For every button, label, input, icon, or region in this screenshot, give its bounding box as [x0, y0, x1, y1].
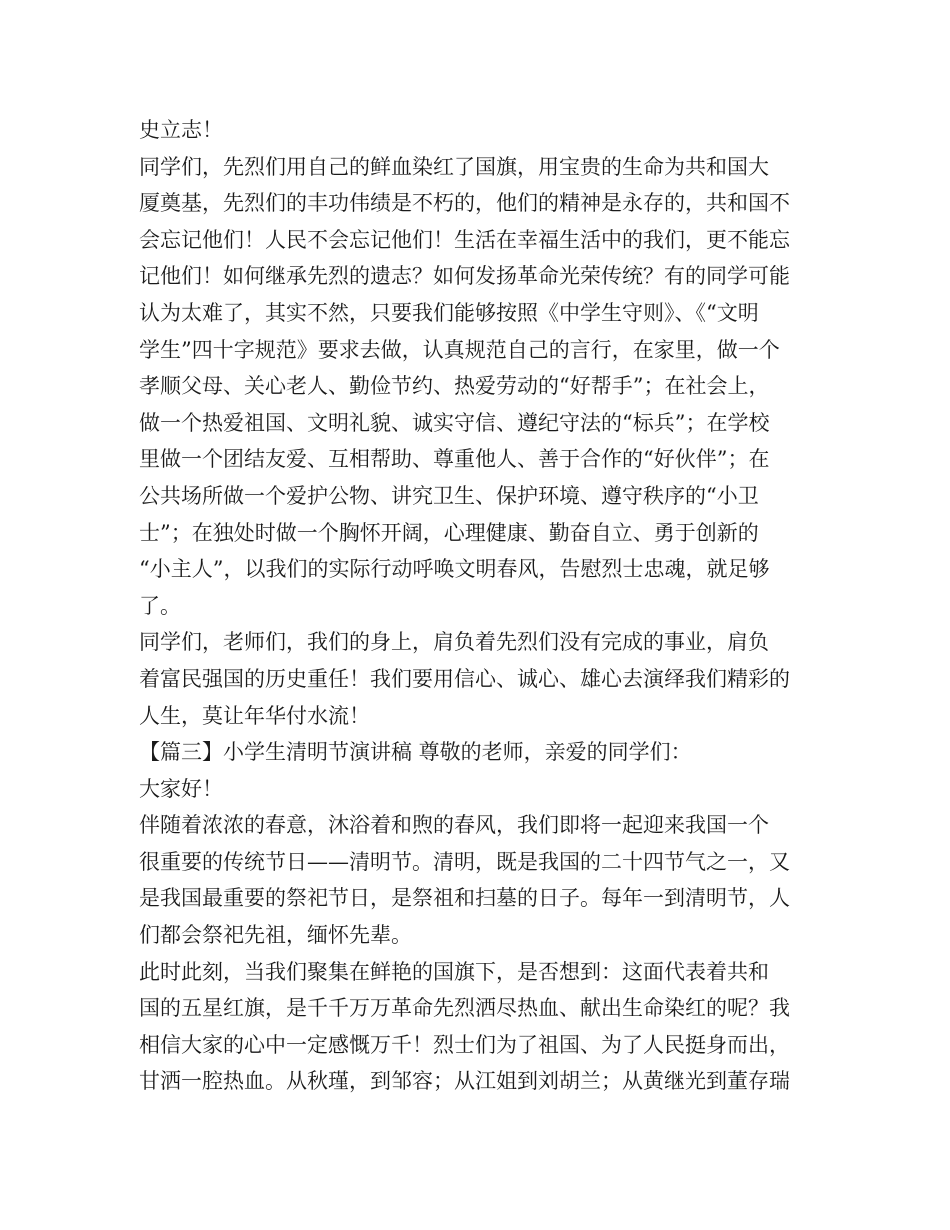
text-line: 同学们，先烈们用自己的鲜血染红了国旗，用宝贵的生命为共和国大: [139, 154, 769, 179]
document-body: [139, 112, 819, 1100]
text-line: 厦奠基，先烈们的丰功伟绩是不朽的，他们的精神是永存的，共和国不: [139, 191, 790, 216]
text-line: 了。: [139, 593, 181, 618]
text-line: 着富民强国的历史重任！我们要用信心、诚心、雄心去演绎我们精彩的: [139, 666, 790, 691]
text-line: 此时此刻，当我们聚集在鲜艳的国旗下，是否想到：这面代表着共和: [139, 959, 769, 984]
text-line: 们都会祭祀先祖，缅怀先辈。: [139, 923, 412, 948]
text-line: 大家好！: [139, 776, 223, 801]
text-line: 学生”四十字规范》要求去做，认真规范自己的言行，在家里，做一个: [139, 337, 780, 362]
text-line: 会忘记他们！人民不会忘记他们！生活在幸福生活中的我们，更不能忘: [139, 227, 790, 252]
section-heading-line: 【篇三】小学生清明节演讲稿 尊敬的老师，亲爱的同学们：: [139, 740, 692, 765]
text-line: 士”；在独处时做一个胸怀开阔，心理健康、勤奋自立、勇于创新的: [139, 520, 759, 545]
text-line: 里做一个团结友爱、互相帮助、尊重他人、善于合作的“好伙伴”；在: [139, 447, 770, 472]
text-line: 史立志！: [139, 118, 223, 142]
text-line: 相信大家的心中一定感慨万千！烈士们为了祖国、为了人民挺身而出，: [139, 1032, 790, 1057]
text-line: 做一个热爱祖国、文明礼貌、诚实守信、遵纪守法的“标兵”；在学校: [139, 410, 770, 435]
text-line: 是我国最重要的祭祀节日，是祭祖和扫墓的日子。每年一到清明节，人: [139, 886, 790, 911]
text-line: “小主人”，以我们的实际行动呼唤文明春风，告慰烈士忠魂，就足够: [139, 557, 770, 582]
text-line: 记他们！如何继承先烈的遗志？如何发扬革命光荣传统？有的同学可能: [139, 264, 790, 289]
text-line: 认为太难了，其实不然，只要我们能够按照《中学生守则》、《“文明: [139, 300, 759, 325]
text-line: 孝顺父母、关心老人、勤俭节约、热爱劳动的“好帮手”；在社会上，: [139, 374, 770, 399]
text-line: 国的五星红旗，是千千万万革命先烈洒尽热血、献出生命染红的呢？我: [139, 996, 790, 1021]
text-line: 很重要的传统节日——清明节。清明，既是我国的二十四节气之一，又: [139, 849, 790, 874]
text-line: 伴随着浓浓的春意，沐浴着和煦的春风，我们即将一起迎来我国一个: [139, 813, 769, 838]
text-line: 人生，莫让年华付水流！: [139, 703, 370, 728]
text-line: 甘洒一腔热血。从秋瑾，到邹容；从江姐到刘胡兰；从黄继光到董存瑞: [139, 1069, 790, 1094]
text-line: 同学们，老师们，我们的身上，肩负着先烈们没有完成的事业，肩负: [139, 630, 769, 655]
text-line: 公共场所做一个爱护公物、讲究卫生、保护环境、遵守秩序的“小卫: [139, 483, 759, 508]
